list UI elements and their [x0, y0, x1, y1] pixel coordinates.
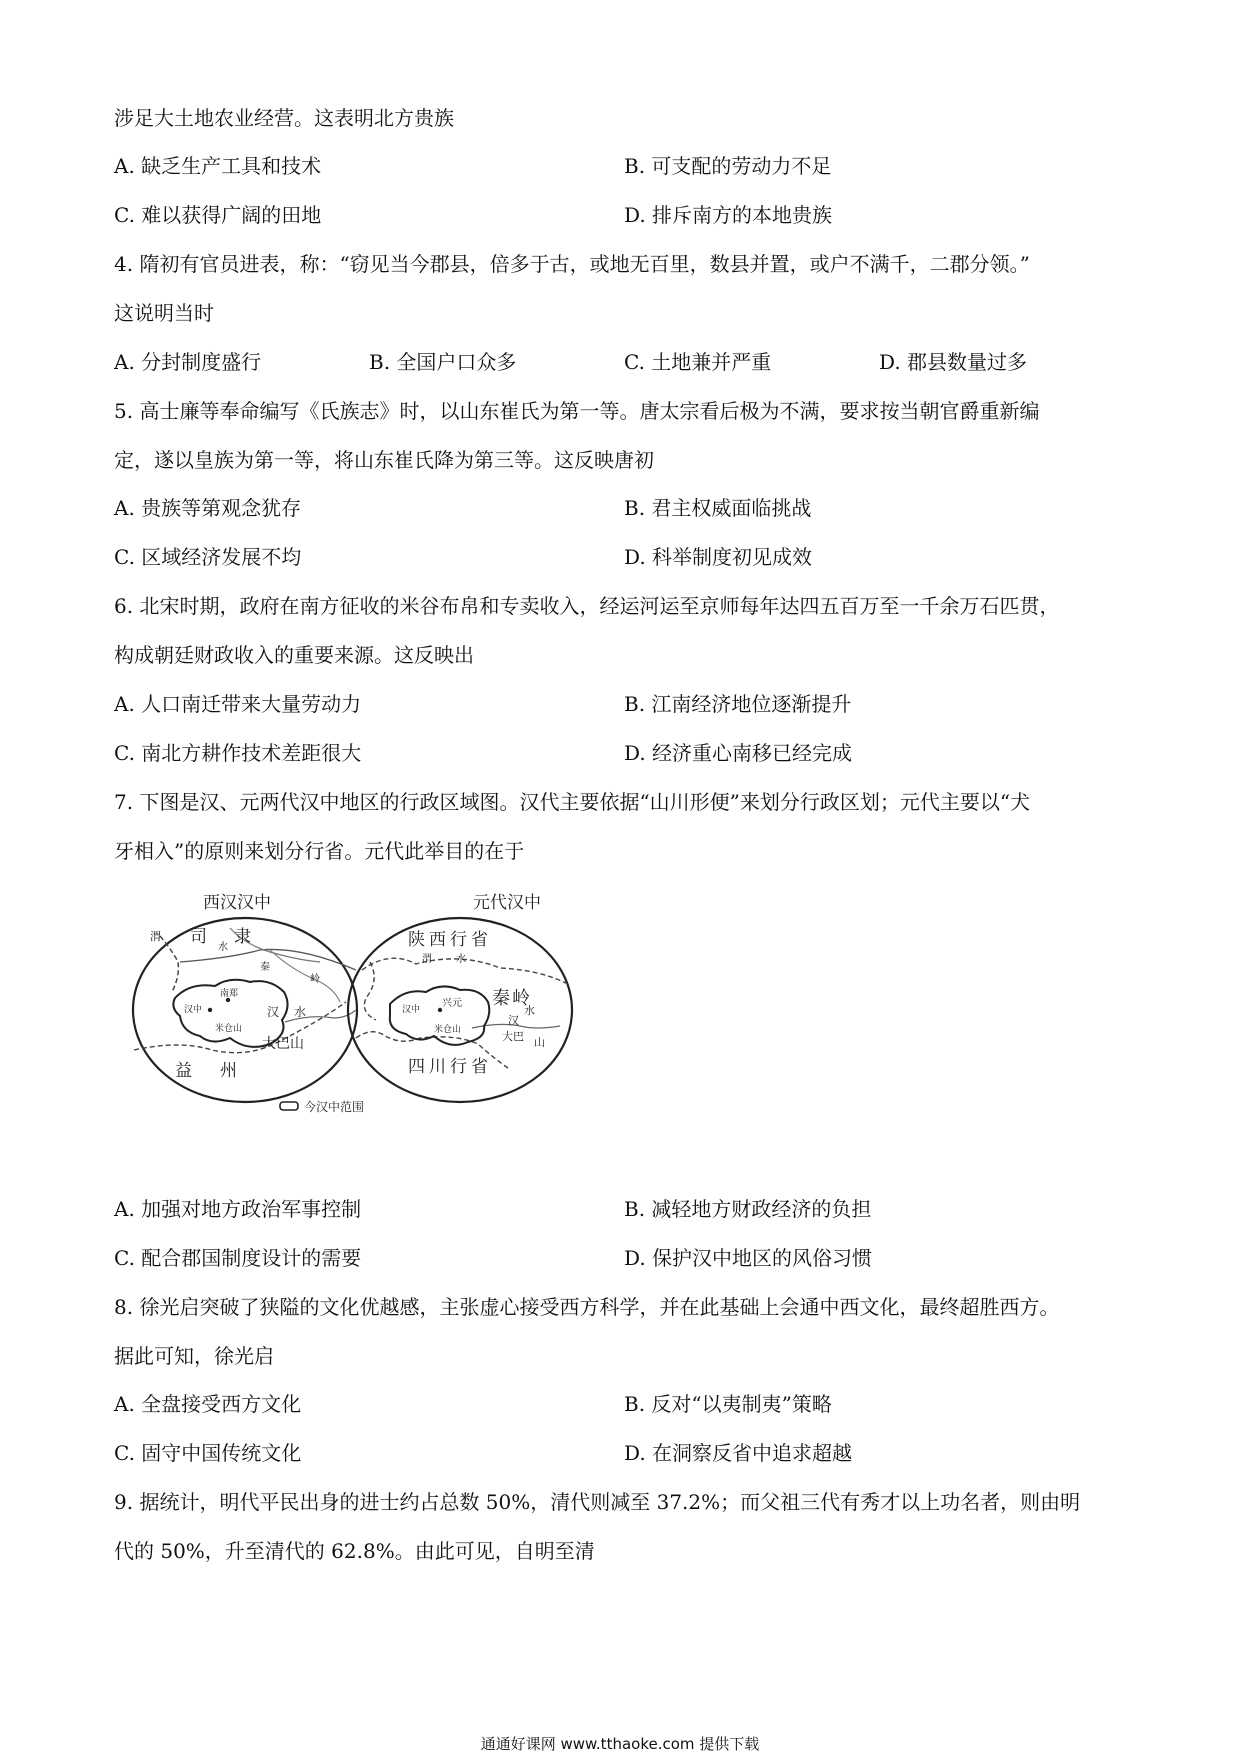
map-left-label-wei: 渭	[150, 930, 161, 943]
map-yuan-dynasty	[348, 918, 572, 1102]
map-left-label-dabashan: 大巴山	[262, 1036, 304, 1052]
map-left-label-hanzhong: 汉中	[184, 1005, 203, 1015]
q6-option-c: C. 南北方耕作技术差距很大	[114, 741, 362, 765]
q8-option-b: B. 反对“以夷制夷”策略	[624, 1392, 832, 1416]
question-5-stem-cont: 定，遂以皇族为第一等，将山东崔氏降为第三等。这反映唐初	[114, 448, 654, 472]
q8-option-a: A. 全盘接受西方文化	[114, 1392, 302, 1416]
q5-option-d: D. 科举制度初见成效	[624, 545, 813, 569]
q3-option-c: C. 难以获得广阔的田地	[114, 203, 322, 227]
q3-option-a: A. 缺乏生产工具和技术	[114, 154, 322, 178]
q5-option-b: B. 君主权威面临挑战	[624, 496, 812, 520]
map-left-label-li: 隶	[234, 927, 251, 947]
question-4-stem: 4. 隋初有官员进表，称：“窃见当今郡县，倍多于古，或地无百里，数县并置，或户不满千，二郡分领。”	[114, 252, 1030, 276]
q8-option-d: D. 在洞察反省中追求超越	[624, 1441, 853, 1465]
map-right-label-wei: 渭	[422, 954, 432, 965]
map-right-label-xingyuan: 兴元	[442, 998, 462, 1009]
q6-option-a: A. 人口南迁带来大量劳动力	[114, 692, 362, 716]
map-right-label-daba: 大巴	[502, 1030, 524, 1043]
map-right-label-hanzhong: 汉中	[402, 1005, 421, 1015]
q4-option-b: B. 全国户口众多	[369, 350, 517, 374]
map-right-title: 元代汉中	[473, 893, 541, 913]
question-7-stem-cont: 牙相入”的原则来划分行省。元代此举目的在于	[114, 839, 525, 863]
map-left-title: 西汉汉中	[203, 893, 271, 913]
question-9-stem-cont: 代的 50%，升至清代的 62.8%。由此可见，自明至清	[114, 1539, 595, 1563]
q4-option-a: A. 分封制度盛行	[114, 350, 262, 374]
q3-option-b: B. 可支配的劳动力不足	[624, 154, 832, 178]
q7-option-d: D. 保护汉中地区的风俗习惯	[624, 1246, 873, 1270]
question-5-stem: 5. 高士廉等奉命编写《氏族志》时，以山东崔氏为第一等。唐太宗看后极为不满，要求按当朝官爵重新编	[114, 399, 1040, 423]
map-right-label-shaanxi: 陕西行省	[408, 930, 492, 950]
question-3-stem-tail: 涉足大土地农业经营。这表明北方贵族	[114, 106, 454, 130]
map-western-han	[133, 918, 357, 1102]
question-6-stem-cont: 构成朝廷财政收入的重要来源。这反映出	[114, 643, 474, 667]
question-8-stem: 8. 徐光启突破了狭隘的文化优越感，主张虚心接受西方科学，并在此基础上会通中西文化，最终超胜西方。	[114, 1295, 1060, 1319]
q6-option-d: D. 经济重心南移已经完成	[624, 741, 853, 765]
map-legend	[280, 1099, 364, 1114]
map-left-label-han: 汉	[267, 1005, 280, 1019]
map-left-label-yi: 益	[175, 1061, 192, 1081]
question-8-stem-cont: 据此可知，徐光启	[114, 1344, 274, 1368]
question-6-stem: 6. 北宋时期，政府在南方征收的米谷布帛和专卖收入，经运河运至京师每年达四五百万至一千余万石匹贯，	[114, 594, 1060, 618]
map-left-label-zhou: 州	[220, 1061, 237, 1081]
map-left-label-hshui: 水	[294, 1005, 307, 1019]
map-left-label-ling: 岭	[310, 974, 320, 985]
q7-option-b: B. 减轻地方财政经济的负担	[624, 1197, 872, 1221]
map-left-label-mican: 米仓山	[215, 1024, 243, 1034]
q4-option-c: C. 土地兼并严重	[624, 350, 772, 374]
map-right-label-hshui: 水	[524, 1004, 535, 1017]
question-7-stem: 7. 下图是汉、元两代汉中地区的行政区域图。汉代主要依据“山川形便”来划分行政区划；元代主要以“犬	[114, 790, 1031, 814]
map-right-label-shui: 水	[456, 954, 466, 965]
question-4-stem-cont: 这说明当时	[114, 301, 214, 325]
map-right-label-shan: 山	[534, 1036, 545, 1049]
map-right-label-mican: 米仓山	[434, 1025, 462, 1035]
q5-option-c: C. 区域经济发展不均	[114, 545, 302, 569]
map-legend-label: 今汉中范围	[304, 1100, 365, 1114]
map-right-label-sichuan: 四川行省	[408, 1057, 492, 1077]
q7-option-a: A. 加强对地方政治军事控制	[114, 1197, 362, 1221]
map-right-label-qinling: 秦岭	[492, 988, 532, 1009]
map-left-label-shui: 水	[218, 942, 228, 953]
q3-option-d: D. 排斥南方的本地贵族	[624, 203, 833, 227]
map-left-label-nanzheng: 南郑	[220, 989, 239, 999]
q8-option-c: C. 固守中国传统文化	[114, 1441, 302, 1465]
question-9-stem: 9. 据统计，明代平民出身的进士约占总数 50%，清代则减至 37.2%；而父祖三代有秀才以上功名者，则由明	[114, 1490, 1081, 1514]
page-footer: 通通好课网 www.tthaoke.com 提供下载	[480, 1735, 760, 1753]
map-left-label-qin: 秦	[260, 962, 270, 973]
q6-option-b: B. 江南经济地位逐渐提升	[624, 692, 852, 716]
hanzhong-maps-figure	[120, 910, 660, 1120]
q7-option-c: C. 配合郡国制度设计的需要	[114, 1246, 362, 1270]
q4-option-d: D. 郡县数量过多	[879, 350, 1028, 374]
map-right-label-han: 汉	[508, 1014, 519, 1027]
q5-option-a: A. 贵族等第观念犹存	[114, 496, 302, 520]
map-left-label-si: 司	[190, 927, 207, 947]
